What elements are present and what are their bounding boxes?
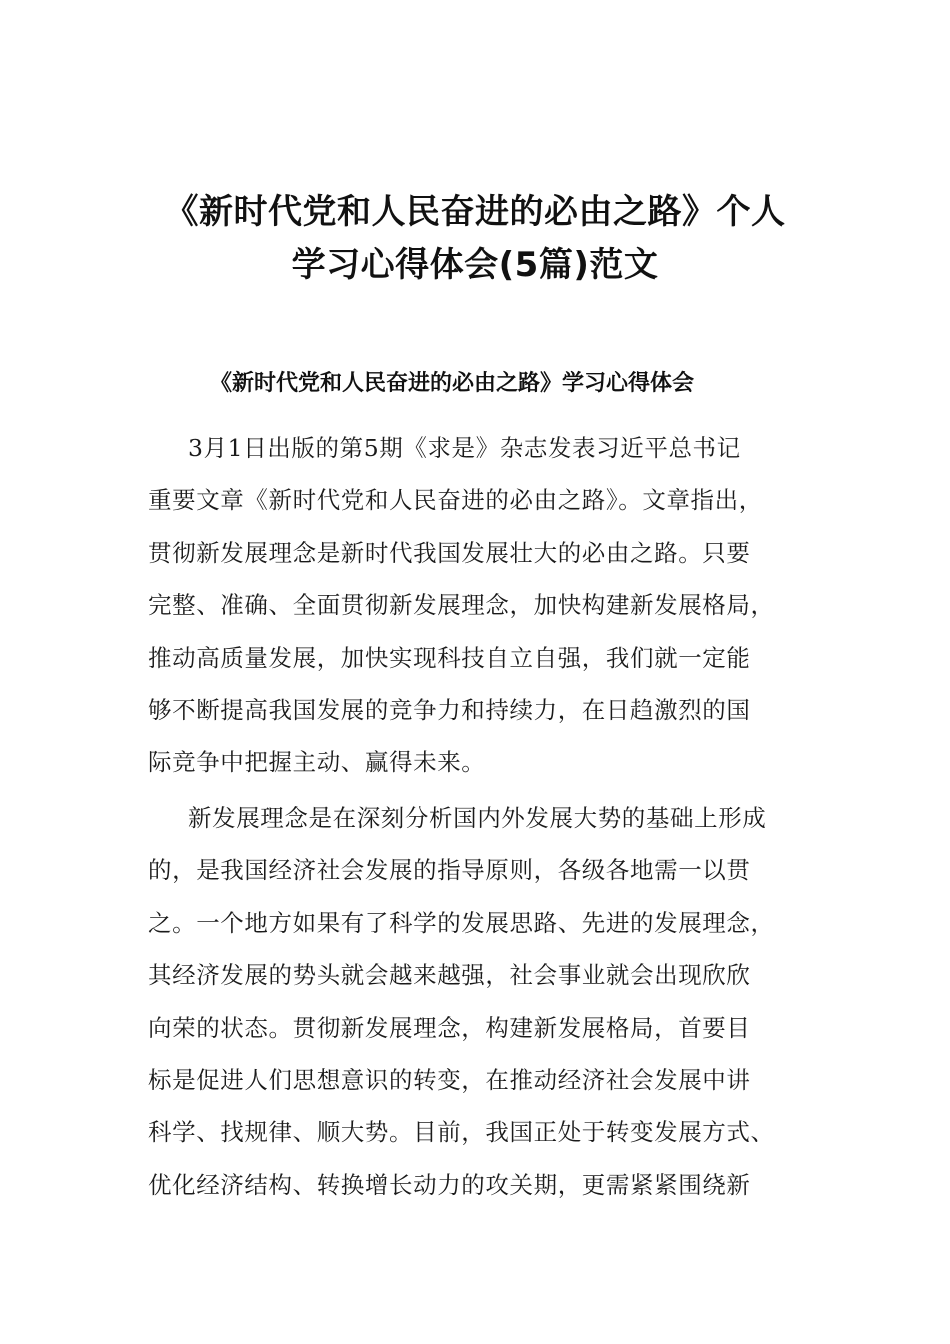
paragraph-line: 的，是我国经济社会发展的指导原则，各级各地需一以贯 <box>148 856 751 885</box>
paragraph-line: 优化经济结构、转换增长动力的攻关期，更需紧紧围绕新 <box>148 1170 751 1199</box>
document-title-line-1: 《新时代党和人民奋进的必由之路》个人 <box>164 192 786 232</box>
paragraph-line: 重要文章《新时代党和人民奋进的必由之路》。文章指出， <box>148 486 763 515</box>
paragraph-line: 际竞争中把握主动、赢得未来。 <box>148 748 486 777</box>
paragraph-line: 向荣的状态。贯彻新发展理念，构建新发展格局，首要目 <box>148 1013 751 1042</box>
paragraph-line: 新发展理念是在深刻分析国内外发展大势的基础上形成 <box>188 804 767 832</box>
paragraph-line: 完整、准确、全面贯彻新发展理念，加快构建新发展格局， <box>148 591 775 620</box>
section-heading: 《新时代党和人民奋进的必由之路》学习心得体会 <box>210 371 695 396</box>
paragraph-line: 科学、找规律、顺大势。目前，我国正处于转变发展方式、 <box>148 1118 775 1147</box>
paragraph-line: 标是促进人们思想意识的转变，在推动经济社会发展中讲 <box>148 1066 751 1095</box>
body-paragraph-1 <box>148 422 828 789</box>
document-title <box>130 186 820 292</box>
paragraph-line: 3月1日出版的第5期《求是》杂志发表习近平总书记 <box>188 434 741 462</box>
paragraph-line: 其经济发展的势头就会越来越强，社会事业就会出现欣欣 <box>148 961 751 990</box>
paragraph-line: 之。一个地方如果有了科学的发展思路、先进的发展理念， <box>148 908 775 937</box>
paragraph-line: 贯彻新发展理念是新时代我国发展壮大的必由之路。只要 <box>148 538 751 567</box>
body-paragraph-2 <box>148 792 828 1211</box>
paragraph-line: 推动高质量发展，加快实现科技自立自强，我们就一定能 <box>148 643 751 672</box>
document-title-line-2: 学习心得体会(5篇)范文 <box>291 245 659 285</box>
paragraph-line: 够不断提高我国发展的竞争力和持续力，在日趋激烈的国 <box>148 696 751 725</box>
